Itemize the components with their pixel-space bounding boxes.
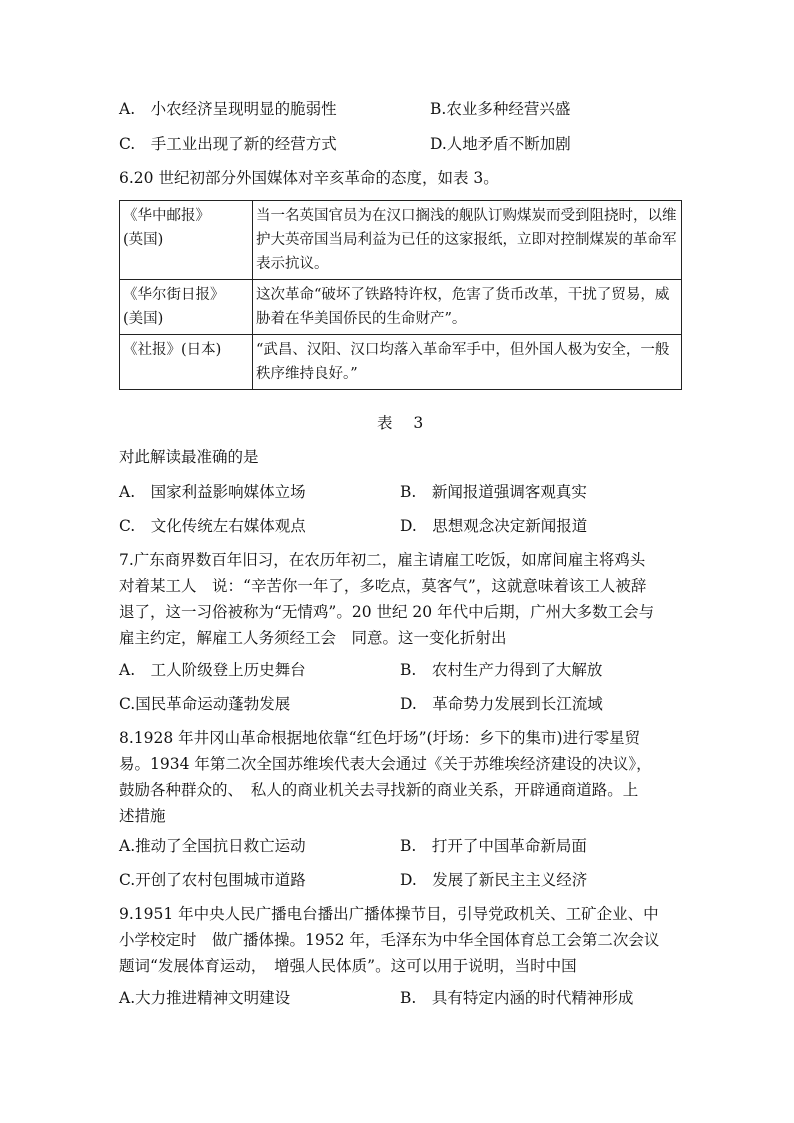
media-attitude-table: [119, 200, 682, 390]
q6-option-c: C. 文化传统左右媒体观点: [119, 517, 306, 535]
q6-option-a: A. 国家利益影响媒体立场: [119, 483, 306, 501]
q6-option-b: B. 新闻报道强调客观真实: [400, 483, 587, 501]
source-country: (英国): [123, 232, 164, 248]
q5-option-c: C. 手工业出现了新的经营方式: [119, 135, 337, 153]
q7-option-d: D. 革命势力发展到长江流域: [400, 695, 603, 713]
table-row: [120, 335, 682, 390]
table-content-cell: 当一名英国官员为在汉口搁浅的舰队订购煤炭而受到阻挠时，以维护大英帝国当局利益为已任的这家报纸，立即对控制煤炭的革命军表示抗议。: [253, 201, 682, 280]
table-content-cell: 这次革命“破坏了铁路特许权，危害了货币改革，干扰了贸易，威胁着在华美国侨民的生命财产”。: [253, 280, 682, 335]
q6-option-d: D. 思想观念决定新闻报道: [400, 517, 588, 535]
q8-stem-line: 8.1928 年井冈山革命根据地依靠“红色圩场”(圩场：乡下的集市)进行零星贸: [119, 729, 641, 747]
table-source-cell: [120, 201, 253, 280]
q7-option-a: A. 工人阶级登上历史舞台: [119, 661, 306, 679]
q6-question: 对此解读最准确的是: [119, 448, 259, 466]
q7-stem-line: 对着某工人 说：“辛苦你一年了，多吃点，莫客气”，这就意味着该工人被辞: [119, 577, 647, 595]
q9-stem-line: 9.1951 年中央人民广播电台播出广播体操节目，引导党政机关、工矿企业、中: [119, 905, 659, 923]
q7-option-c: C.国民革命运动蓬勃发展: [119, 695, 291, 713]
q5-option-d: D.人地矛盾不断加剧: [430, 135, 571, 153]
source-country: (美国): [123, 311, 164, 327]
q8-option-d: D. 发展了新民主主义经济: [400, 871, 588, 889]
q8-stem-line: 述措施: [119, 807, 166, 825]
q8-option-b: B. 打开了中国革命新局面: [400, 837, 587, 855]
q9-option-a: A.大力推进精神文明建设: [119, 989, 291, 1007]
table-content-cell: “武昌、汉阳、汉口均落入革命军手中，但外国人极为安全，一般秩序维持良好。”: [253, 335, 682, 390]
q9-stem-line: 题词“发展体育运动， 增强人民体质”。这可以用于说明，当时中国: [119, 957, 577, 975]
table-row: [120, 280, 682, 335]
table-source-cell: [120, 280, 253, 335]
q6-stem: 6.20 世纪初部分外国媒体对辛亥革命的态度，如表 3。: [119, 169, 499, 187]
table-caption: 表 3: [377, 414, 432, 432]
q8-stem-line: 鼓励各种群众的、 私人的商业机关去寻找新的商业关系，开辟通商道路。上: [119, 781, 639, 799]
q9-option-b: B. 具有特定内涵的时代精神形成: [400, 989, 634, 1007]
q8-option-a: A.推动了全国抗日救亡运动: [119, 837, 306, 855]
q7-stem-line: 退了，这一习俗被称为“无情鸡”。20 世纪 20 年代中后期，广州大多数工会与: [119, 603, 655, 621]
q8-stem-line: 易。1934 年第二次全国苏维埃代表大会通过《关于苏维埃经济建设的决议》，: [119, 755, 652, 773]
q7-stem-line: 雇主约定，解雇工人务须经工会 同意。这一变化折射出: [119, 629, 507, 647]
q9-stem-line: 小学校定时 做广播体操。1952 年，毛泽东为中华全国体育总工会第二次会议: [119, 931, 660, 949]
source-name: 《华中邮报》: [123, 208, 210, 224]
q5-option-a: A. 小农经济呈现明显的脆弱性: [119, 100, 337, 118]
q7-stem-line: 7.广东商界数百年旧习，在农历年初二，雇主请雇工吃饭，如席间雇主将鸡头: [119, 551, 646, 569]
q8-option-c: C.开创了农村包围城市道路: [119, 871, 306, 889]
source-name: 《华尔街日报》: [123, 287, 225, 303]
source-name: 《社报》(日本): [123, 342, 222, 358]
table-source-cell: [120, 335, 253, 390]
q7-option-b: B. 农村生产力得到了大解放: [400, 661, 603, 679]
q5-option-b: B.农业多种经营兴盛: [430, 100, 571, 118]
table-row: [120, 201, 682, 280]
